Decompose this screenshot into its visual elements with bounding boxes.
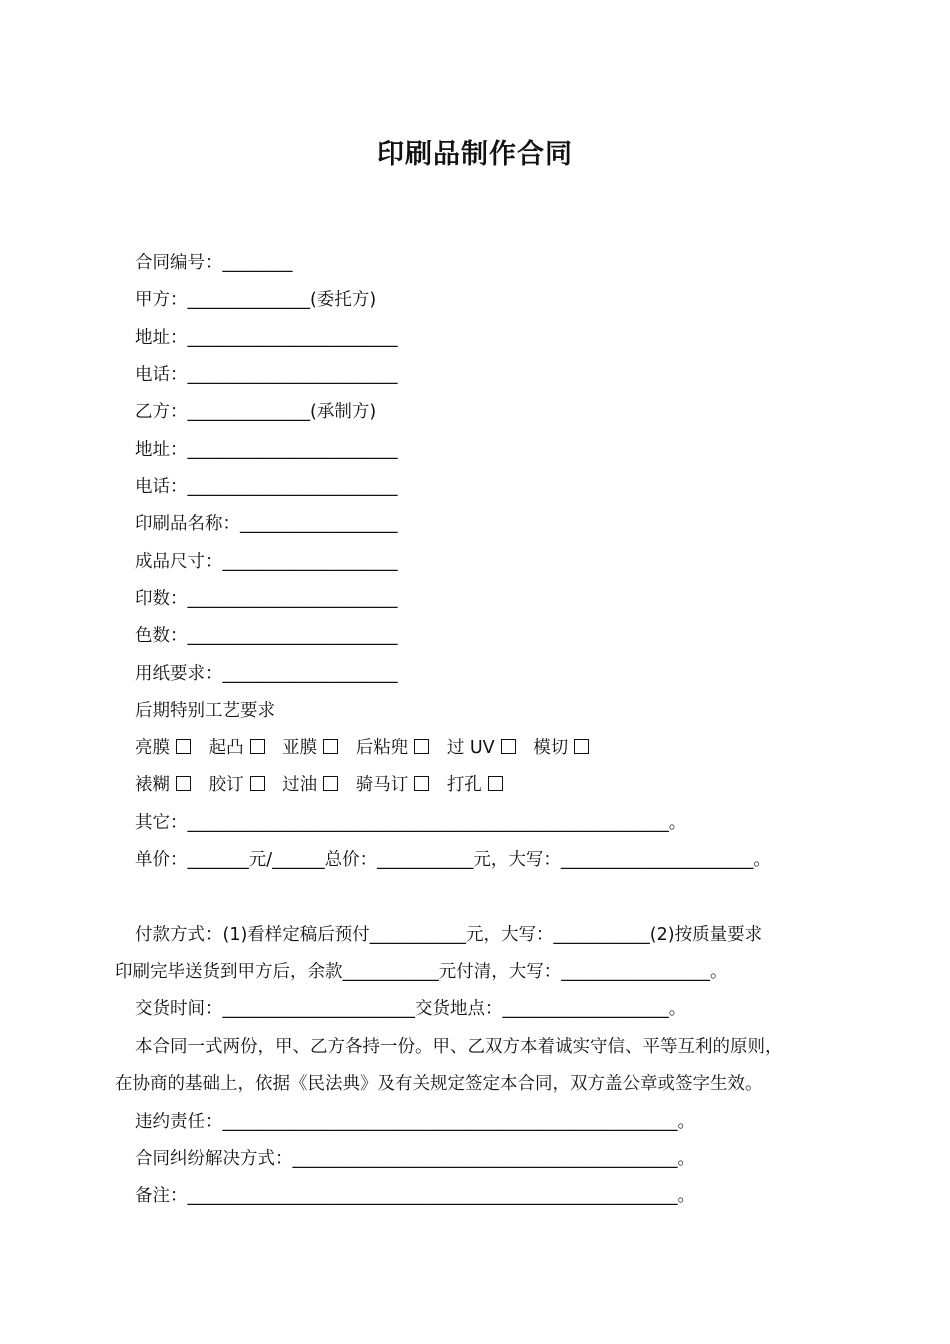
- checkbox[interactable]: [250, 776, 265, 791]
- checkbox[interactable]: [414, 739, 429, 754]
- payment-line-2: 印刷完毕送货到甲方后，余款___________元付清，大写：_________________。: [115, 962, 728, 982]
- process-options-row-2: [135, 773, 515, 797]
- contract-number-field: 合同编号：________: [135, 253, 293, 273]
- price-field: 单价：_______元/______总价：___________元，大写：______________________。: [135, 850, 771, 870]
- process-option-label: 过油: [282, 775, 318, 795]
- checkbox[interactable]: [488, 776, 503, 791]
- paper-requirement-field: 用纸要求：____________________: [135, 664, 398, 684]
- process-option-label: 起凸: [208, 738, 244, 758]
- process-option-label: 亮膜: [135, 738, 170, 758]
- party-b-field: 乙方：______________(承制方): [135, 402, 377, 422]
- clause-line-1: 本合同一式两份，甲、乙方各持一份。甲、乙双方本着诚实守信、平等互利的原则，: [135, 1037, 783, 1057]
- party-a-field: 甲方：______________(委托方): [135, 290, 377, 310]
- process-option-label: 骑马订: [355, 775, 409, 795]
- page-title: 印刷品制作合同: [377, 139, 573, 170]
- process-option-label: 亚膜: [282, 738, 318, 758]
- process-option-label: 裱糊: [135, 775, 170, 795]
- finished-size-field: 成品尺寸：____________________: [135, 552, 398, 572]
- checkbox[interactable]: [323, 776, 338, 791]
- print-quantity-field: 印数：________________________: [135, 589, 398, 609]
- payment-line-1: 付款方式：(1)看样定稿后预付___________元，大写：___________(2)按质量要求: [135, 925, 763, 945]
- checkbox[interactable]: [176, 739, 191, 754]
- post-process-heading: 后期特别工艺要求: [135, 701, 275, 721]
- checkbox[interactable]: [323, 739, 338, 754]
- process-option-label: 过 UV: [446, 738, 495, 758]
- color-count-field: 色数：________________________: [135, 626, 398, 646]
- checkbox[interactable]: [176, 776, 191, 791]
- party-a-address-field: 地址：________________________: [135, 328, 398, 348]
- clause-line-2: 在协商的基础上，依据《民法典》及有关规定签定本合同，双方盖公章或签字生效。: [115, 1074, 763, 1094]
- process-option-label: 后粘兜: [355, 738, 409, 758]
- process-option-label: 胶订: [208, 775, 244, 795]
- process-option-label: 打孔: [446, 775, 482, 795]
- checkbox[interactable]: [414, 776, 429, 791]
- checkbox[interactable]: [501, 739, 516, 754]
- dispute-field: 合同纠纷解决方式：____________________________________________。: [135, 1149, 695, 1169]
- breach-field: 违约责任：____________________________________________________。: [135, 1112, 695, 1132]
- party-b-phone-field: 电话：________________________: [135, 477, 398, 497]
- product-name-field: 印刷品名称：__________________: [135, 514, 398, 534]
- remarks-field: 备注：________________________________________________________。: [135, 1186, 695, 1206]
- checkbox[interactable]: [574, 739, 589, 754]
- process-option-label: 模切: [533, 738, 569, 758]
- other-field: 其它：_______________________________________________________。: [135, 813, 687, 833]
- checkbox[interactable]: [250, 739, 265, 754]
- process-options-row-1: [135, 736, 601, 760]
- party-a-phone-field: 电话：________________________: [135, 365, 398, 385]
- party-b-address-field: 地址：________________________: [135, 440, 398, 460]
- delivery-field: 交货时间：______________________交货地点：___________________。: [135, 999, 687, 1019]
